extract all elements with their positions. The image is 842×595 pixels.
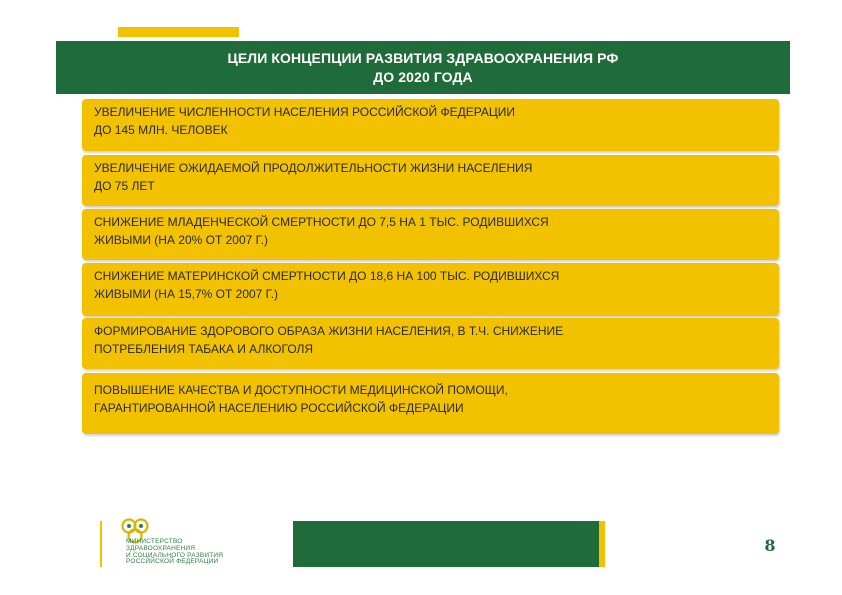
ministry-name: [126, 539, 286, 566]
goal-text-line2: ЖИВЫМИ (НА 20% ОТ 2007 Г.): [94, 233, 269, 247]
slide-title: [56, 41, 790, 94]
ministry-name-line: РОССИЙСКОЙ ФЕДЕРАЦИИ: [126, 558, 219, 566]
goal-item-care-quality: [82, 373, 779, 434]
goal-item-infant-mortality: [82, 209, 779, 260]
header-accent-stripe: [118, 27, 239, 37]
ministry-name-line: ЗДРАВООХРАНЕНИЯ: [126, 544, 196, 552]
ministry-name-line: МИНИСТЕРСТВО: [126, 538, 183, 545]
goal-text-line2: ЖИВЫМИ (НА 15,7% ОТ 2007 Г.): [94, 287, 279, 301]
goal-text-line1: ПОВЫШЕНИЕ КАЧЕСТВА И ДОСТУПНОСТИ МЕДИЦИНСКОЙ ПОМОЩИ,: [94, 383, 508, 397]
goal-text-line1: УВЕЛИЧЕНИЕ ОЖИДАЕМОЙ ПРОДОЛЖИТЕЛЬНОСТИ ЖИЗНИ НАСЕЛЕНИЯ: [94, 161, 533, 175]
goal-text-line1: СНИЖЕНИЕ МАТЕРИНСКОЙ СМЕРТНОСТИ ДО 18,6 НА 100 ТЫС. РОДИВШИХСЯ: [94, 269, 560, 283]
page-number: 8: [764, 536, 776, 555]
goal-item-maternal-mortality: [82, 263, 779, 316]
goal-text-line1: УВЕЛИЧЕНИЕ ЧИСЛЕННОСТИ НАСЕЛЕНИЯ РОССИЙСКОЙ ФЕДЕРАЦИИ: [94, 105, 516, 119]
ministry-name-line: И СОЦИАЛЬНОГО РАЗВИТИЯ: [126, 551, 224, 559]
goal-text-line1: ФОРМИРОВАНИЕ ЗДОРОВОГО ОБРАЗА ЖИЗНИ НАСЕЛЕНИЯ, В Т.Ч. СНИЖЕНИЕ: [94, 324, 564, 338]
goal-item-life-expectancy: [82, 155, 779, 206]
goal-text-line2: ДО 145 МЛН. ЧЕЛОВЕК: [94, 123, 228, 137]
goal-text-line2: ГАРАНТИРОВАННОЙ НАСЕЛЕНИЮ РОССИЙСКОЙ ФЕДЕРАЦИИ: [94, 401, 464, 415]
footer-bar: [293, 521, 599, 567]
slide-title-line2: ДО 2020 ГОДА: [373, 68, 473, 85]
slide-title-line1: ЦЕЛИ КОНЦЕПЦИИ РАЗВИТИЯ ЗДРАВООХРАНЕНИЯ РФ: [227, 49, 619, 66]
goal-text-line1: СНИЖЕНИЕ МЛАДЕНЧЕСКОЙ СМЕРТНОСТИ ДО 7,5 НА 1 ТЫС. РОДИВШИХСЯ: [94, 215, 549, 229]
goal-item-healthy-lifestyle: [82, 318, 779, 369]
goal-text-line2: ДО 75 ЛЕТ: [94, 179, 155, 193]
footer-bar-accent: [599, 521, 605, 567]
goal-text-line2: ПОТРЕБЛЕНИЯ ТАБАКА И АЛКОГОЛЯ: [94, 342, 314, 356]
goal-item-population: [82, 99, 779, 151]
footer-divider: [100, 521, 102, 567]
